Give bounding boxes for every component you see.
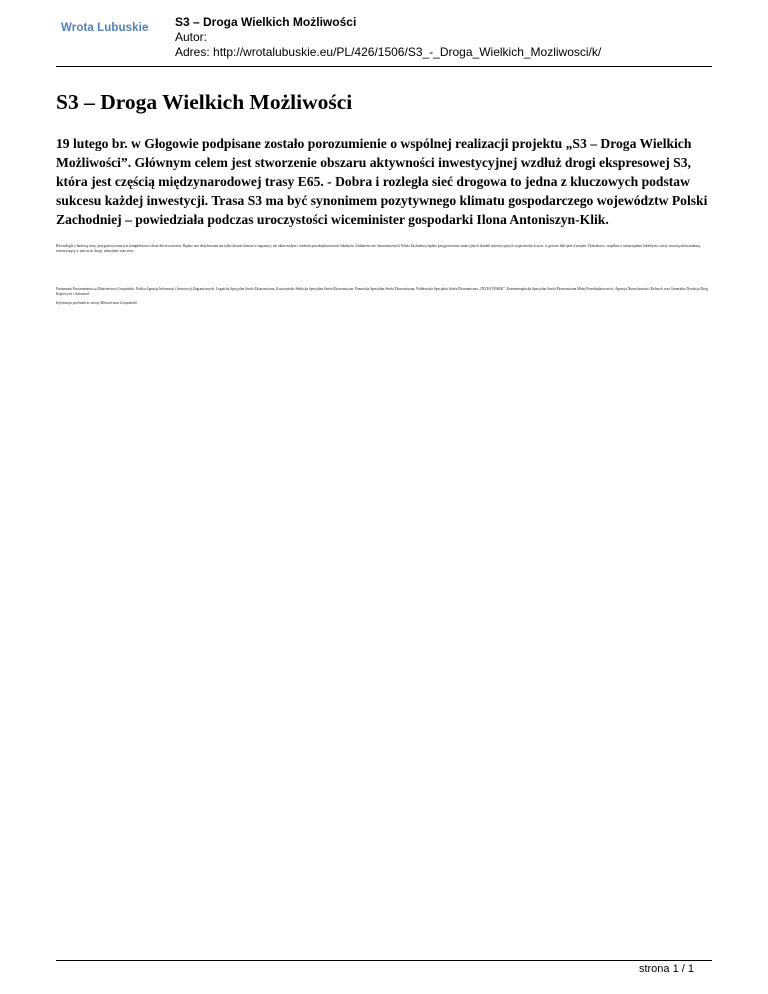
article-title: S3 – Droga Wielkich Możliwości xyxy=(56,90,353,114)
page-number: strona 1 / 1 xyxy=(638,963,694,975)
header-author: Autor: xyxy=(175,30,208,44)
article xyxy=(56,88,712,306)
header-doc-title: S3 – Droga Wielkich Możliwości xyxy=(175,15,357,29)
article-partners: Partnerami Porozumienia są Ministerstwo Gospodarki, Polska Agencja Informacji i Inwestycji Zagranicznych, Legnicka Specjalna Strefa Ekonomiczna, Kostrzyńsko-Słubicka Specjalna Strefa Ekonomiczna, Pomorska Specjalna Strefa Ekonomiczna, Wałbrzyska Specjalna Strefa Ekonomiczna „INVEST-PARK”, Kamiennogórska Specjalna Strefa Ekonomiczna Małej Przedsiębiorczości, Agencja Nieruchomości Rolnych oraz Generalna Dyrekcja Dróg Krajowych i Autostrad. xyxy=(56,287,708,296)
article-body: Równolegle z budową trasy, przygotowywana jest kompleksowa oferta dla inwestorów. Będzie ona dedykowana nie tylko dużym firmom z zagranicy, ale także małym i średnim przedsiębiorstwom lokalnym. Zadaniem sieć ekonomicznych Polski Zachodniej będzie przygotowanie atrakcyjnych działek inwestycyjnych wyposażonych m.in. w gotowe hale pod wynajem. Dodatkowo, wspólnie z samorządami lokalnymi, strefy stworzą infrastrukturę towarzyszącą w tym m.in. drogi, zabrojenie oraz sieci. xyxy=(56,244,701,253)
page-header xyxy=(56,14,712,67)
document-meta xyxy=(175,15,601,60)
article-lead: 19 lutego br. w Głogowie podpisane zostało porozumienie o wspólnej realizacji projektu „S3 – Droga Wielkich Możliwości”. Głównym celem jest stworzenie obszaru aktywności inwestycyjnej wzdłuż drogi ekspresowej S3, która jest częścią międzynarodowej trasy E65. - Dobra i rozległa sieć drogowa to jedna z kluczowych podstaw sukcesu każdej inwestycji. Trasa S3 ma być synonimem pozytywnego klimatu gospodarczego województw Polski Zachodniej – powiedziała podczas uroczystości wiceminister gospodarki Ilona Antoniszyn-Klik. xyxy=(56,136,708,227)
header-address: Adres: http://wrotalubuskie.eu/PL/426/1506/S3_-_Droga_Wielkich_Mozliwosci/k/ xyxy=(175,45,602,59)
article-source: Informacja pochodzi ze strony Ministerstwa Gospodarki xyxy=(56,301,138,305)
site-logo[interactable]: Wrota Lubuskie xyxy=(61,22,149,34)
page-footer xyxy=(56,960,712,975)
